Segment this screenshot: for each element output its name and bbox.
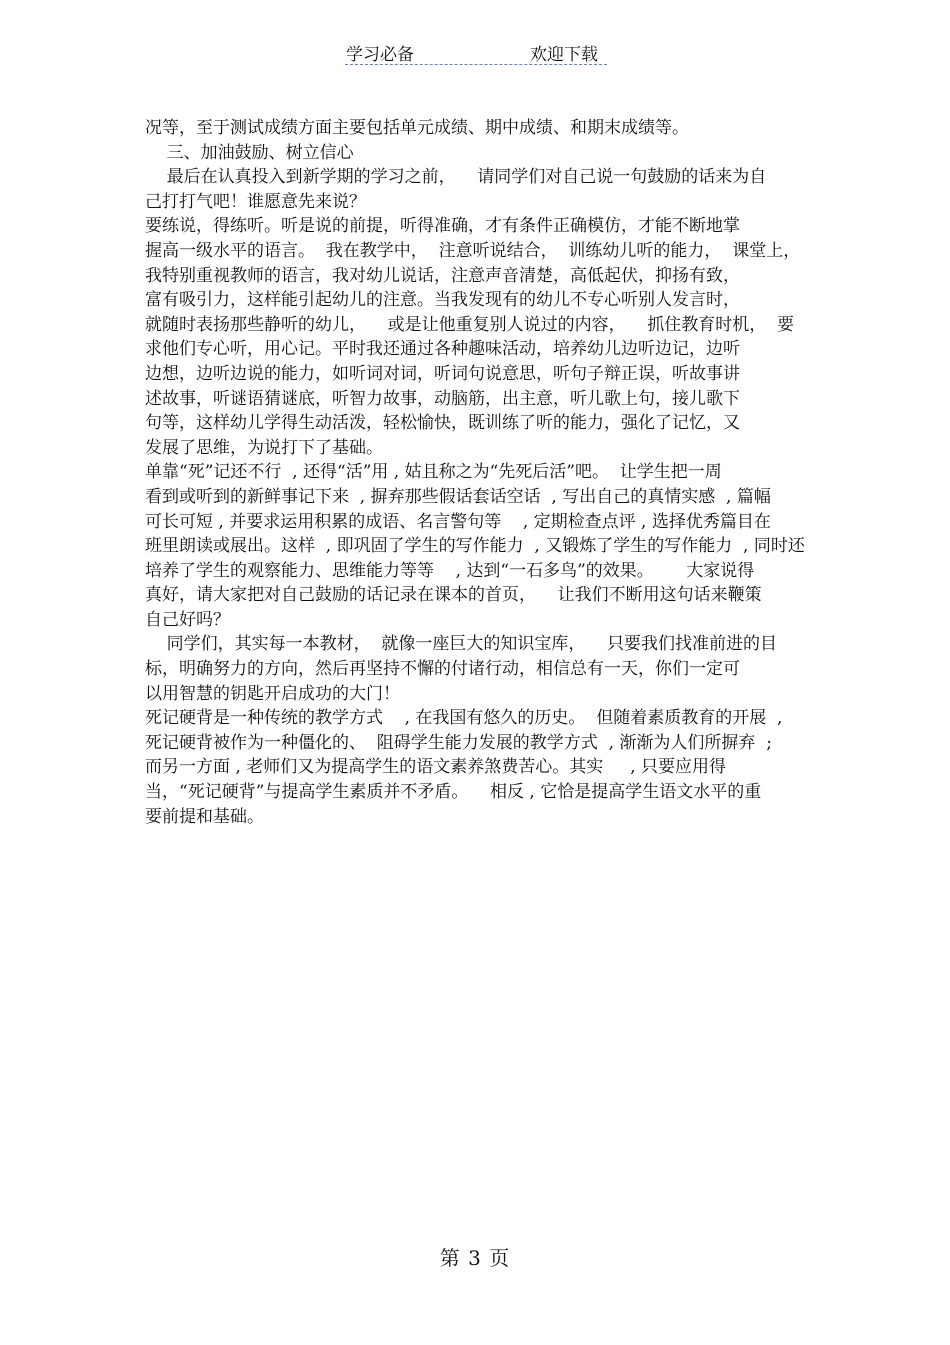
text-line: 以用智慧的钥匙开启成功的大门！	[145, 683, 400, 704]
text-line: 求他们专心听，用心记。平时我还通过各种趣味活动，培养幼儿边听边记，边听	[145, 339, 740, 360]
text-line: 死记硬背是一种传统的教学方式 , 在我国有悠久的历史。 但随着素质教育的开展 ,	[145, 708, 783, 729]
header-left-text: 学习必备	[346, 45, 414, 65]
document-body	[145, 116, 825, 829]
text-line: 自己好吗？	[145, 609, 230, 630]
text-line: 班里朗读或展出。这样 , 即巩固了学生的写作能力 , 又锻炼了学生的写作能力 , 同时还	[145, 536, 805, 557]
text-line: 可长可短 , 并要求运用积累的成语、名言警句等 , 定期检查点评 , 选择优秀篇目在	[145, 511, 771, 532]
text-line: 要练说，得练听。听是说的前提，听得准确，才有条件正确模仿，才能不断地掌	[145, 216, 740, 237]
text-line: 句等，这样幼儿学得生动活泼，轻松愉快，既训练了听的能力，强化了记忆，又	[145, 413, 740, 434]
text-line: 看到或听到的新鲜事记下来 , 摒弃那些假话套话空话 , 写出自己的真情实感 , 篇幅	[145, 486, 771, 507]
text-line: 死记硬背被作为一种僵化的、 阻碍学生能力发展的教学方式 , 渐渐为人们所摒弃 ;	[145, 732, 772, 753]
section-heading: 三、加油鼓励、树立信心	[145, 142, 354, 163]
text-line: 真好，请大家把对自己鼓励的话记录在课本的首页， 让我们不断用这句话来鞭策	[145, 585, 762, 606]
text-line: 己打打气吧！谁愿意先来说？	[145, 191, 366, 212]
text-line: 富有吸引力，这样能引起幼儿的注意。当我发现有的幼儿不专心听别人发言时，	[145, 290, 740, 311]
text-line: 述故事，听谜语猜谜底，听智力故事，动脑筋，出主意，听儿歌上句，接儿歌下	[145, 388, 740, 409]
text-line: 培养了学生的观察能力、思维能力等等 , 达到“一石多鸟”的效果。 大家说得	[145, 560, 755, 581]
text-line: 当，“死记硬背”与提高学生素质并不矛盾。 相反 , 它恰是提高学生语文水平的重	[145, 782, 762, 803]
text-line: 发展了思维，为说打下了基础。	[145, 437, 383, 458]
page-number: 第 3 页	[439, 1246, 511, 1270]
text-line: 而另一方面 , 老师们又为提高学生的语文素养煞费苦心。其实 , 只要应用得	[145, 757, 727, 778]
text-line: 最后在认真投入到新学期的学习之前， 请同学们对自己说一句鼓励的话来为自	[145, 167, 767, 188]
text-line: 就随时表扬那些静听的幼儿， 或是让他重复别人说过的内容， 抓住教育时机， 要	[145, 314, 795, 335]
text-line: 单靠“死”记还不行 , 还得“活”用 , 姑且称之为“先死后活”吧。 让学生把一周	[145, 462, 722, 483]
text-line: 握高一级水平的语言。 我在教学中， 注意听说结合， 训练幼儿听的能力， 课堂上，	[145, 240, 801, 261]
text-line: 标，明确努力的方向，然后再坚持不懈的付诸行动，相信总有一天，你们一定可	[145, 659, 740, 680]
text-line: 同学们，其实每一本教材， 就像一座巨大的知识宝库， 只要我们找准前进的目	[145, 634, 778, 655]
text-line: 边想，边听边说的能力，如听词对词，听词句说意思，听句子辩正误，听故事讲	[145, 363, 740, 384]
page-header	[345, 40, 607, 65]
text-line: 我特别重视教师的语言，我对幼儿说话，注意声音清楚，高低起伏，抑扬有致，	[145, 265, 740, 286]
text-line: 要前提和基础。	[145, 806, 264, 827]
text-line: 况等，至于测试成绩方面主要包括单元成绩、期中成绩、和期末成绩等。	[145, 118, 689, 138]
header-right-text: 欢迎下载	[530, 45, 598, 65]
